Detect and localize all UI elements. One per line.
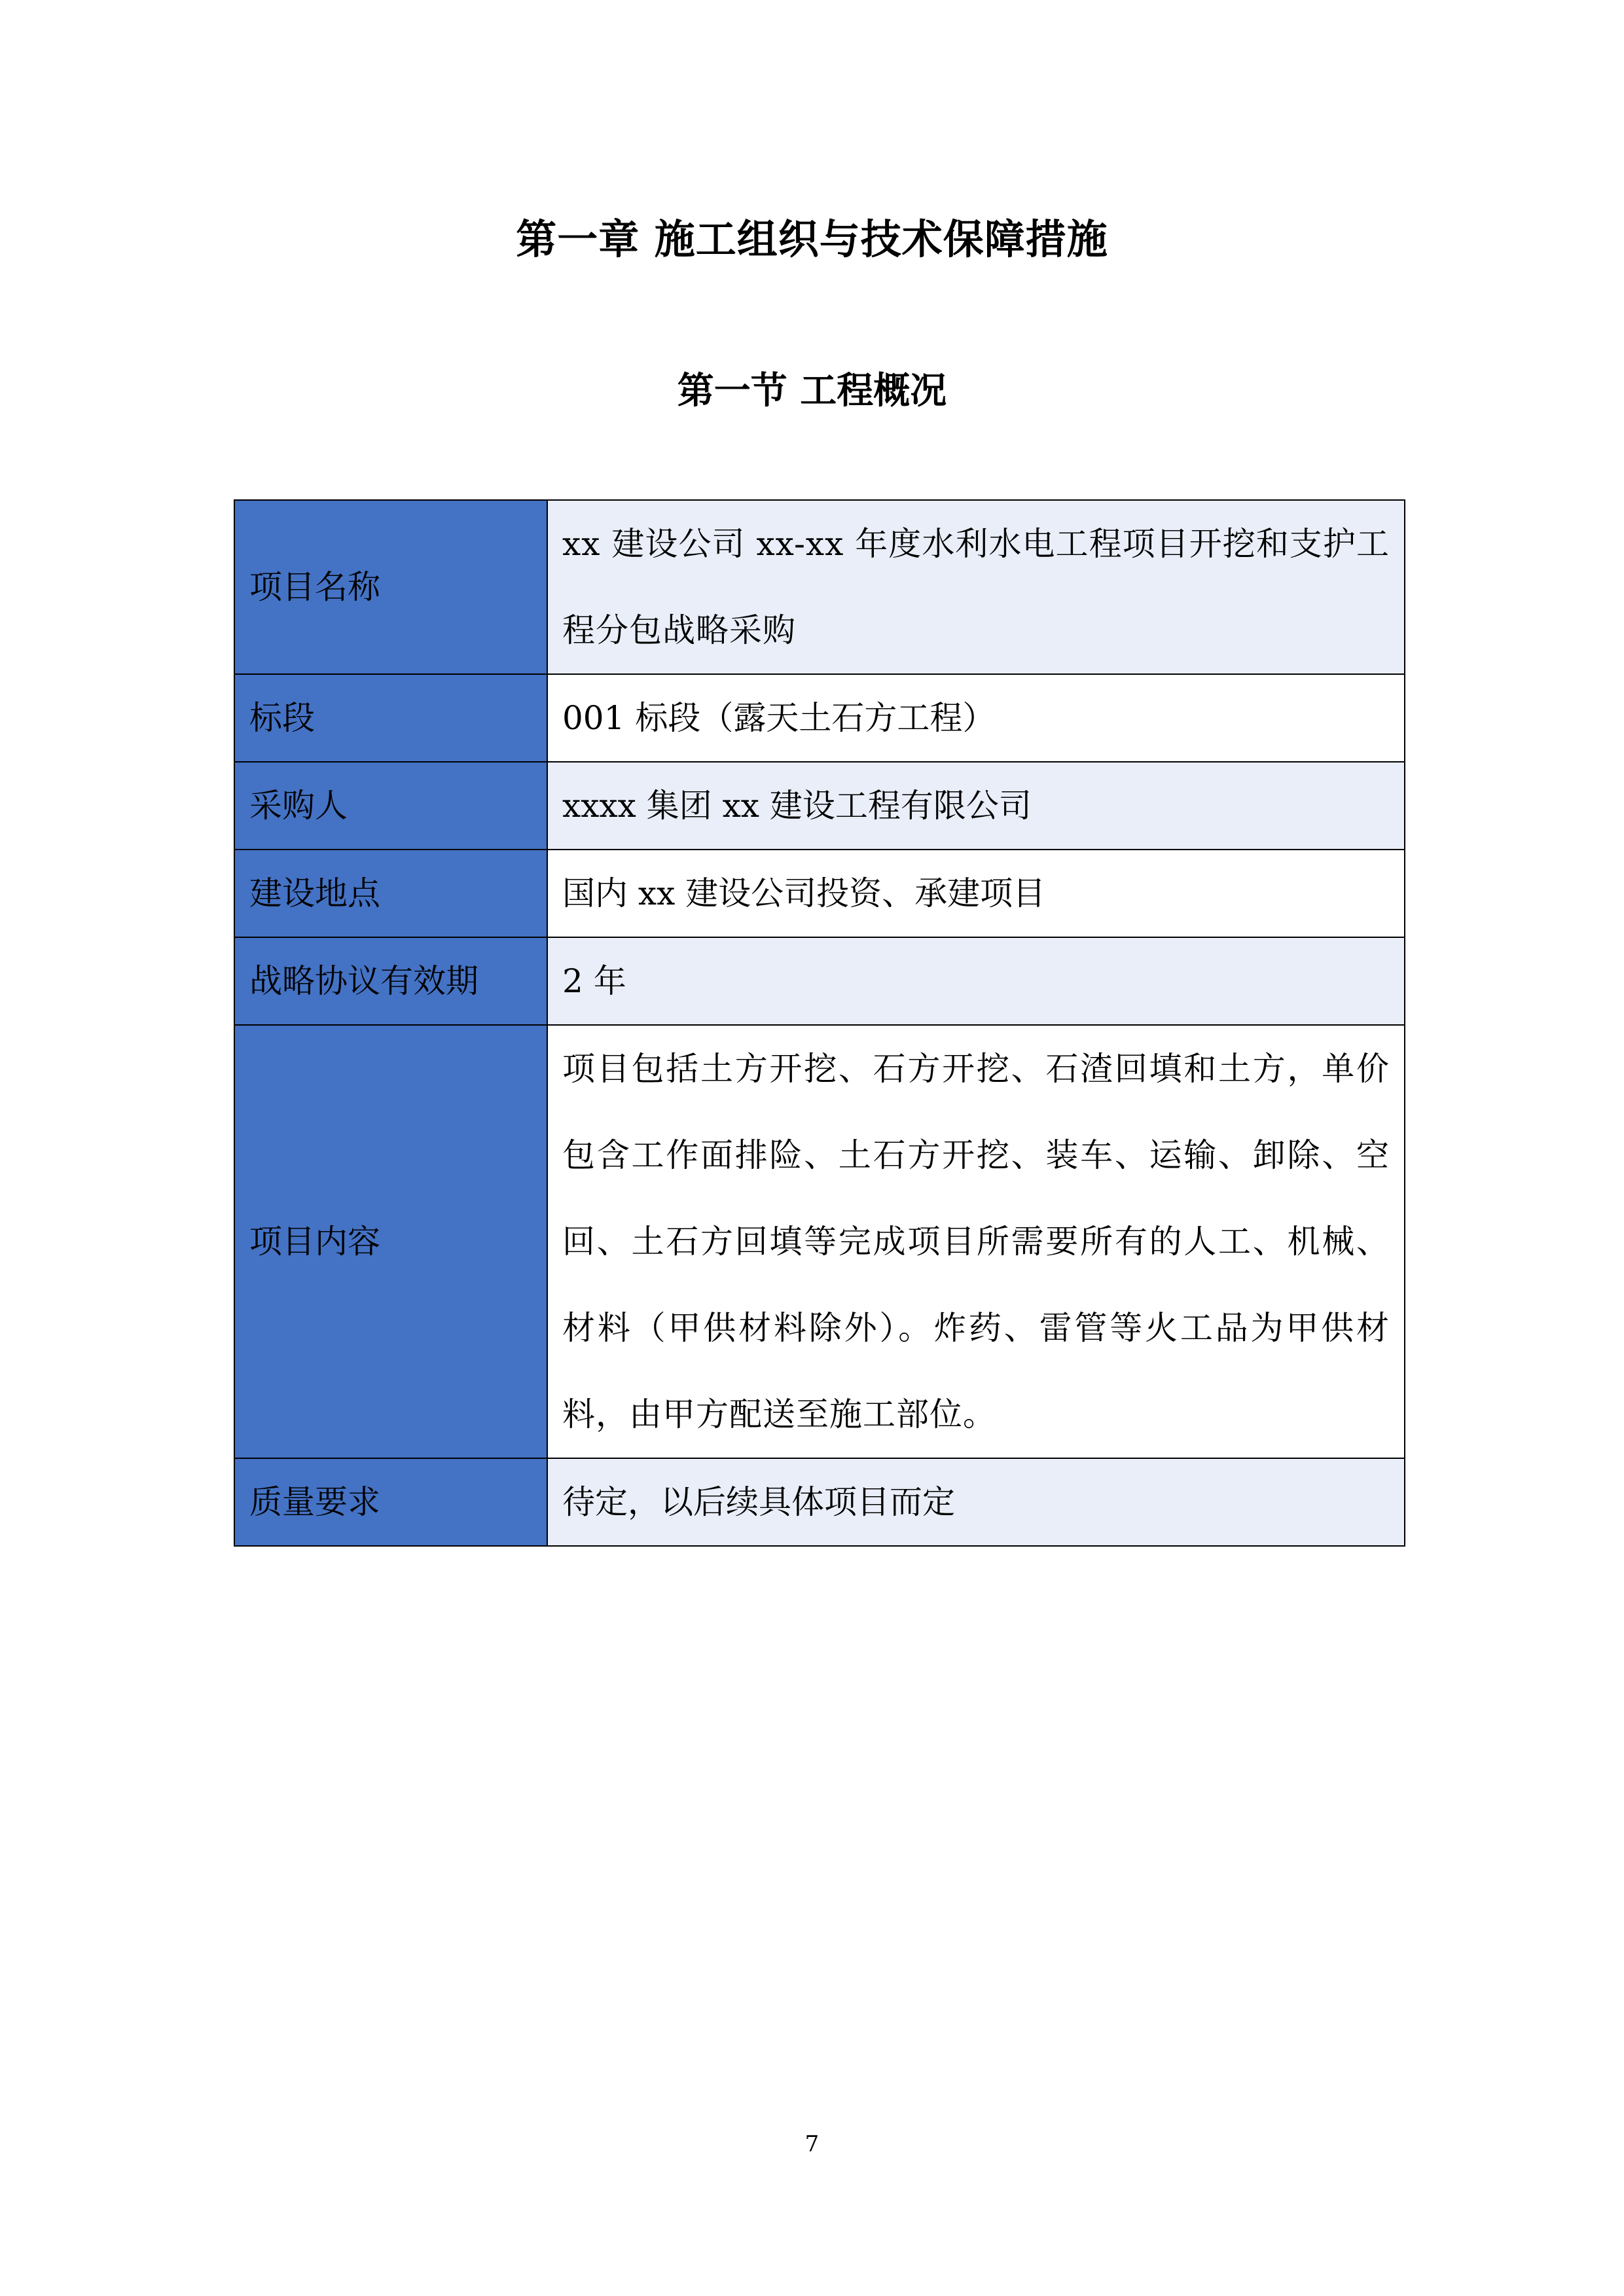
- project-overview-table: [234, 499, 1405, 1547]
- row-label: 建设地点: [234, 850, 547, 937]
- table-row-purchaser: [234, 762, 1405, 850]
- row-value: 2 年: [547, 937, 1405, 1025]
- table-row-validity: [234, 937, 1405, 1025]
- table-row-lot: [234, 674, 1405, 762]
- row-value: 国内 xx 建设公司投资、承建项目: [547, 850, 1405, 937]
- table-row-location: [234, 850, 1405, 937]
- row-value: 001 标段（露天土石方工程）: [547, 674, 1405, 762]
- table-row-project-name: [234, 500, 1405, 674]
- row-label: 项目名称: [234, 500, 547, 674]
- page-number: 7: [804, 2131, 820, 2157]
- row-label: 项目内容: [234, 1025, 547, 1458]
- section-title: 第一节 工程概况: [677, 370, 947, 412]
- row-value: [547, 500, 1405, 674]
- row-label: 战略协议有效期: [234, 937, 547, 1025]
- project-content-text: 项目包括土方开挖、石方开挖、石渣回填和土方，单价包含工作面排险、土石方开挖、装车、运输、卸除、空回、土石方回填等完成项目所需要所有的人工、机械、材料（甲供材料除外）。炸药、雷管等火工品为甲供材料，由甲方配送至施工部位。: [562, 1050, 1390, 1433]
- row-value: xxxx 集团 xx 建设工程有限公司: [547, 762, 1405, 850]
- project-name-text: xx 建设公司 xx-xx 年度水利水电工程项目开挖和支护工程分包战略采购: [562, 525, 1390, 649]
- chapter-title: 第一章 施工组织与技术保障措施: [516, 215, 1108, 263]
- row-label: 采购人: [234, 762, 547, 850]
- table-row-quality: [234, 1458, 1405, 1546]
- row-label: 标段: [234, 674, 547, 762]
- table-row-project-content: [234, 1025, 1405, 1458]
- row-value: [547, 1025, 1405, 1458]
- row-label: 质量要求: [234, 1458, 547, 1546]
- row-value: 待定，以后续具体项目而定: [547, 1458, 1405, 1546]
